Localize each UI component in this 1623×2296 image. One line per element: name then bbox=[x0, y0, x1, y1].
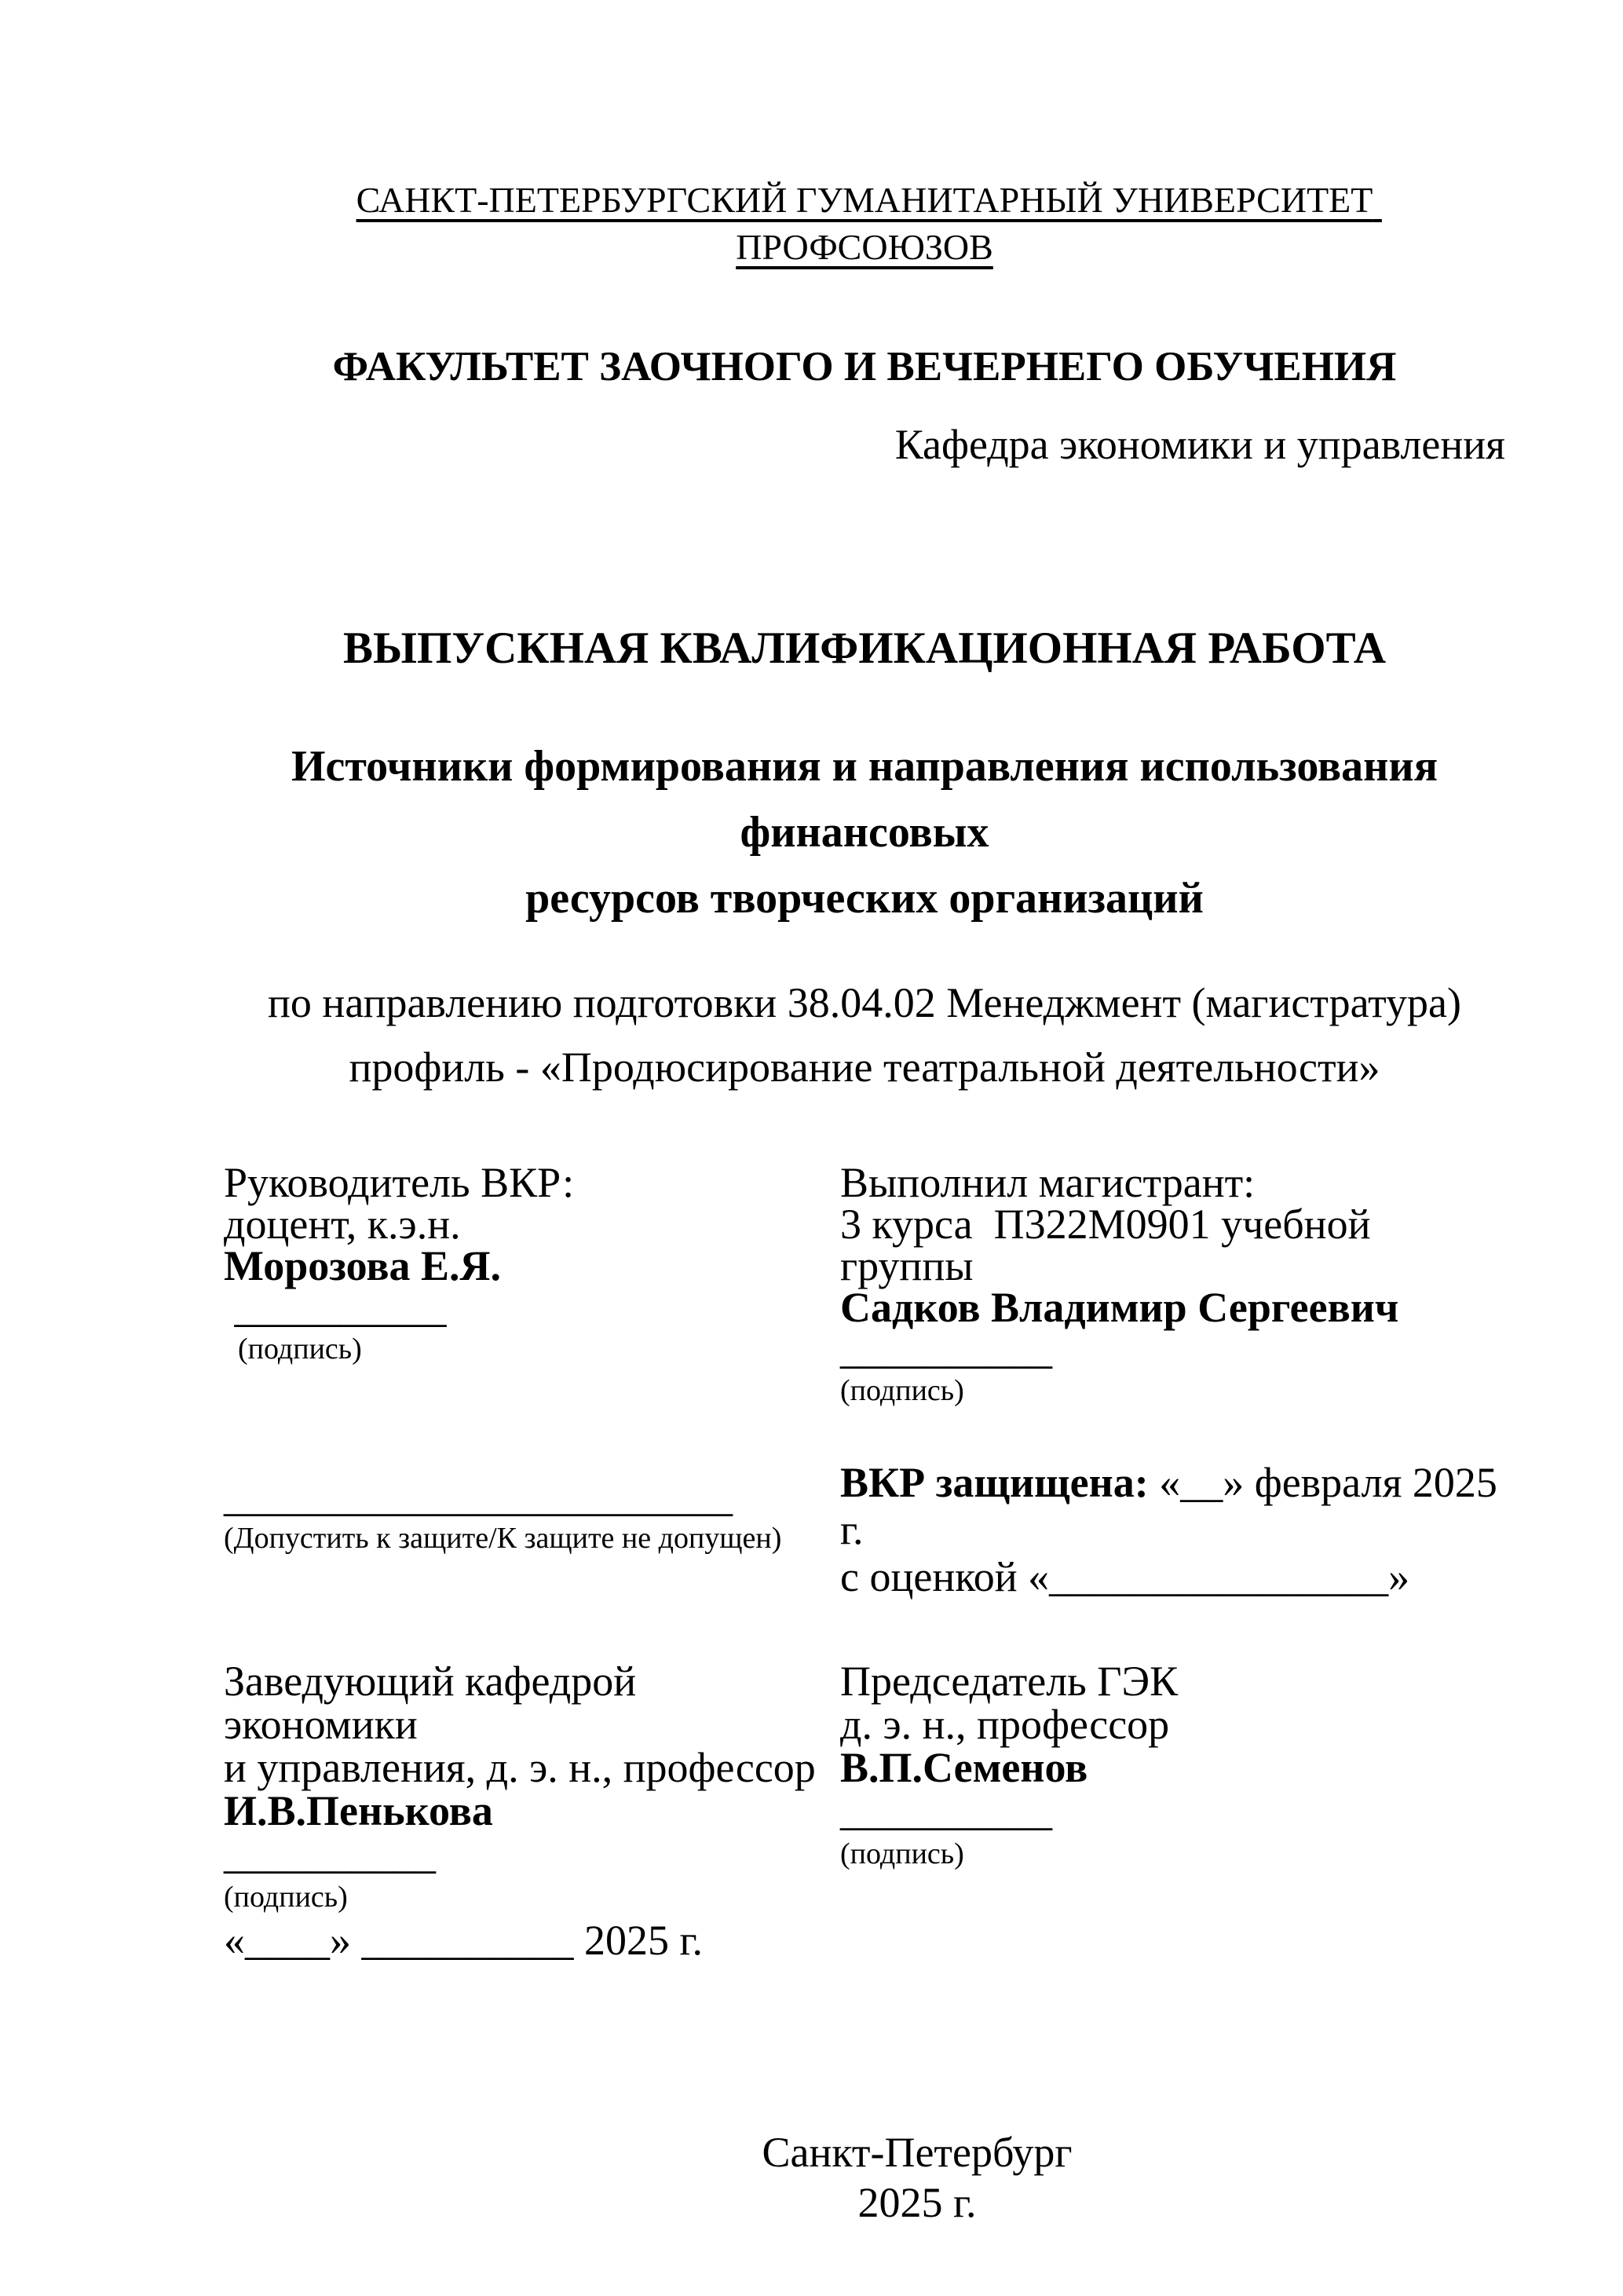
student-role: Выполнил магистрант: bbox=[840, 1159, 1256, 1206]
thesis-title-line2: ресурсов творческих организаций bbox=[525, 874, 1204, 923]
student-block bbox=[840, 1159, 1505, 1412]
supervisor-role: Руководитель ВКР: bbox=[224, 1159, 575, 1206]
defense-date: «__» февраля 2025 г. bbox=[840, 1459, 1508, 1553]
admission-block bbox=[224, 1473, 840, 1600]
head-signature-line: __________ bbox=[224, 1830, 436, 1877]
chairman-block bbox=[840, 1660, 1505, 1962]
supervisor-signature-caption: (подпись) bbox=[238, 1333, 362, 1366]
defense-date-line bbox=[840, 1459, 1508, 1553]
chairman-role-line2: д. э. н., профессор bbox=[840, 1701, 1170, 1748]
footer-city: Санкт-Петербург bbox=[762, 2129, 1073, 2176]
university-name bbox=[224, 177, 1505, 271]
signatures-section bbox=[224, 1159, 1508, 1964]
study-profile: профиль - «Продюсирование театральной деятельности» bbox=[349, 1044, 1380, 1091]
chairman-signature-line: __________ bbox=[840, 1787, 1052, 1834]
supervisor-signature-line: __________ bbox=[224, 1284, 447, 1331]
supervisor-name: Морозова Е.Я. bbox=[224, 1242, 502, 1289]
chairman-name: В.П.Семенов bbox=[840, 1744, 1088, 1791]
student-name: Садков Владимир Сергеевич bbox=[840, 1284, 1399, 1331]
supervisor-block bbox=[224, 1159, 840, 1412]
faculty-name: ФАКУЛЬТЕТ ЗАОЧНОГО И ВЕЧЕРНЕГО ОБУЧЕНИЯ bbox=[332, 344, 1397, 389]
work-type-heading: ВЫПУСКНАЯ КВАЛИФИКАЦИОННАЯ РАБОТА bbox=[342, 623, 1386, 673]
head-of-department-block bbox=[224, 1660, 840, 1962]
admission-caption: (Допустить к защите/К защите не допущен) bbox=[224, 1522, 782, 1555]
head-signature-caption: (подпись) bbox=[224, 1881, 348, 1914]
defense-grade-line: с оценкой «________________» bbox=[840, 1553, 1410, 1600]
head-date-line: «____» __________ 2025 г. bbox=[224, 1917, 704, 1964]
study-direction: по направлению подготовки 38.04.02 Менеджмент (магистратура) bbox=[268, 979, 1461, 1026]
student-signature-caption: (подпись) bbox=[840, 1374, 964, 1407]
admission-line: ________________________ bbox=[224, 1473, 733, 1520]
footer-year: 2025 г. bbox=[857, 2179, 977, 2226]
thesis-title-line1: Источники формирования и направления использования финансовых bbox=[291, 742, 1449, 857]
university-name-text: САНКТ-ПЕТЕРБУРГСКИЙ ГУМАНИТАРНЫЙ УНИВЕРСИТЕТ ПРОФСОЮЗОВ bbox=[356, 180, 1382, 267]
head-role-line2: и управления, д. э. н., профессор bbox=[224, 1744, 816, 1791]
defense-block bbox=[840, 1459, 1508, 1600]
thesis-title bbox=[224, 733, 1505, 931]
head-role-line1: Заведующий кафедрой экономики bbox=[224, 1658, 647, 1748]
student-signature-line: __________ bbox=[840, 1325, 1052, 1373]
chairman-role-line1: Председатель ГЭК bbox=[840, 1658, 1179, 1705]
student-group: 3 курса П322М0901 учебной группы bbox=[840, 1201, 1381, 1289]
defense-label: ВКР защищена: bbox=[840, 1459, 1149, 1506]
chairman-signature-caption: (подпись) bbox=[840, 1837, 964, 1870]
head-name: И.В.Пенькова bbox=[224, 1787, 493, 1834]
footer-block bbox=[224, 2127, 1505, 2228]
supervisor-degree: доцент, к.э.н. bbox=[224, 1201, 461, 1248]
department-name: Кафедра экономики и управления bbox=[894, 421, 1505, 468]
